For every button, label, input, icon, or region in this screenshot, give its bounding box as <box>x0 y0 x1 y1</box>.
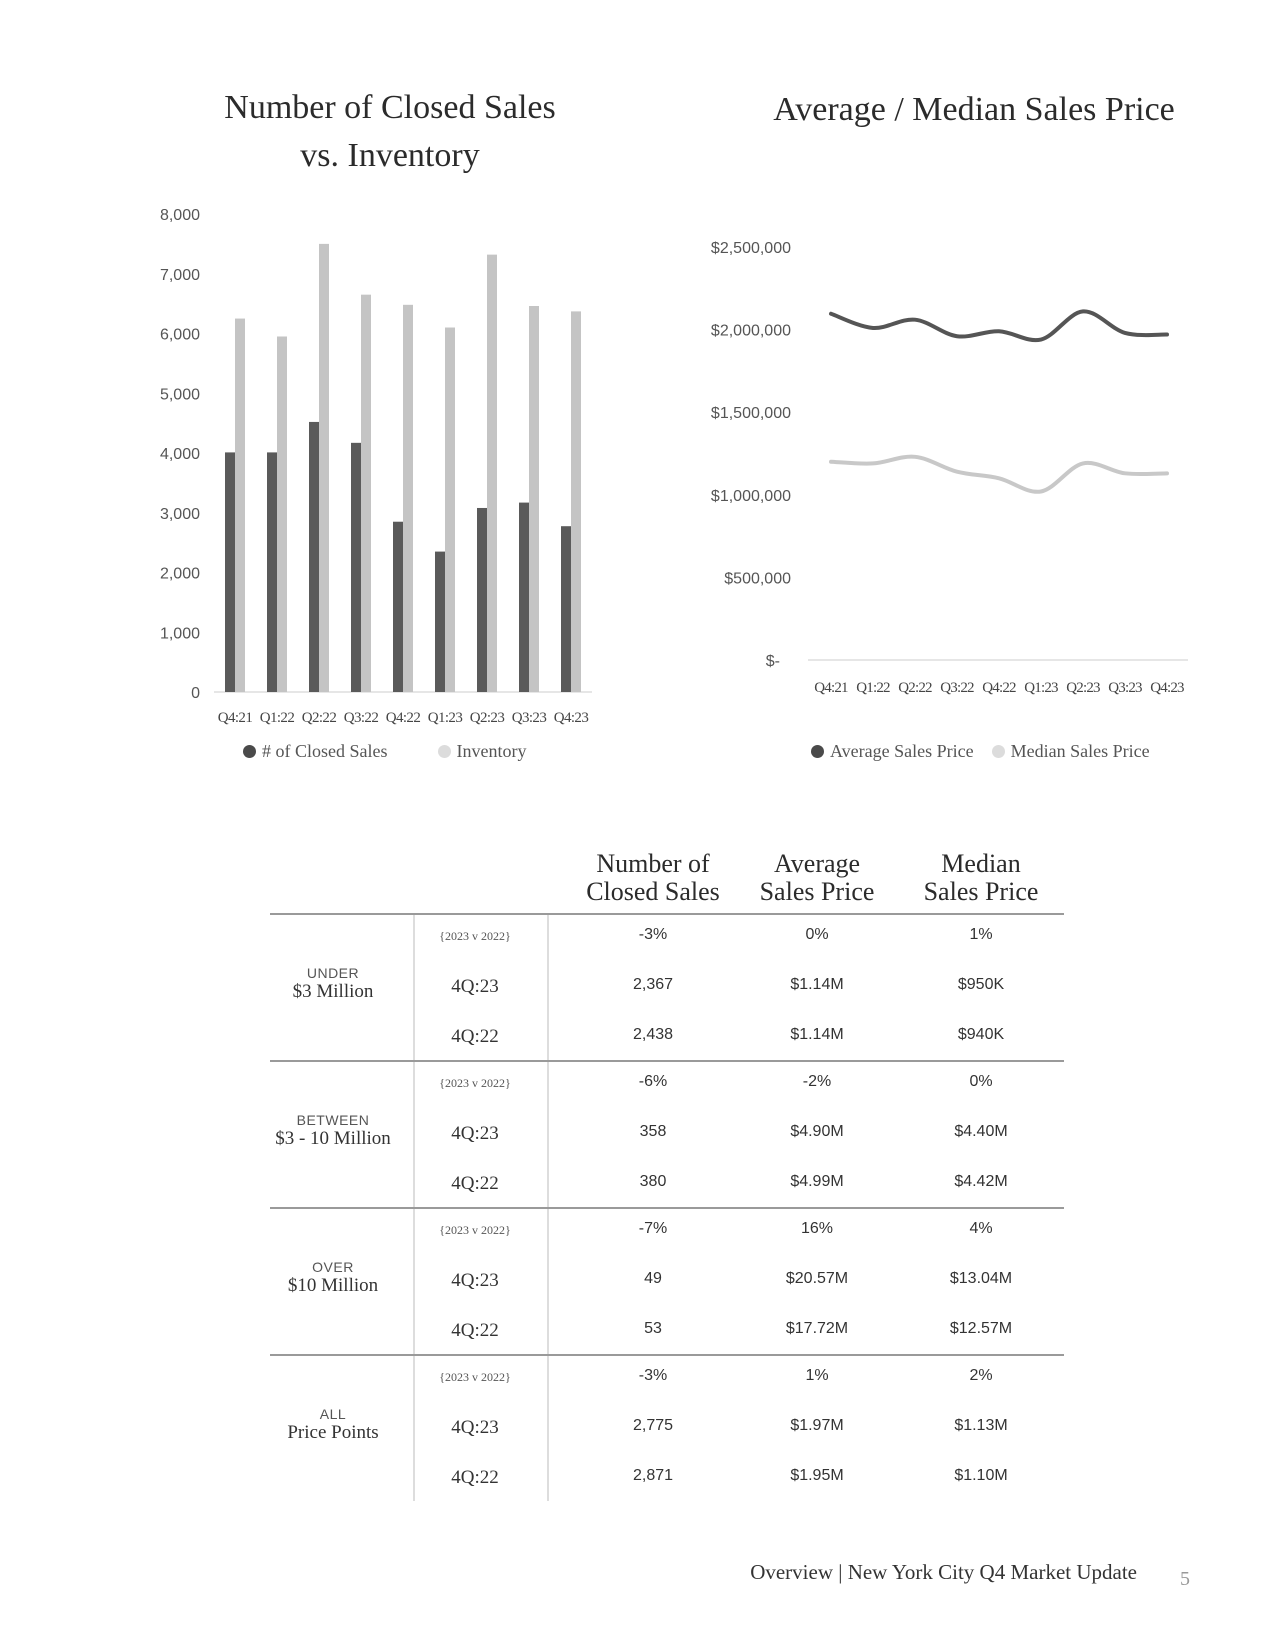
column-divider <box>547 915 549 1060</box>
period-label: {2023 v 2022} <box>439 1223 511 1237</box>
inventory-bar <box>571 311 581 692</box>
y-tick-label: 6,000 <box>159 326 200 344</box>
average-price-value: -2% <box>802 1073 832 1090</box>
x-tick-label: Q4:23 <box>553 710 589 726</box>
price-range-value: $3 Million <box>292 981 374 1002</box>
header-line: Sales Price <box>759 877 875 906</box>
x-tick-label: Q4:22 <box>385 710 421 726</box>
median-price-value: $1.13M <box>954 1417 1008 1434</box>
legend-average-label: Average Sales Price <box>830 741 974 761</box>
y-tick-label: $2,500,000 <box>710 240 791 257</box>
y-tick-label: $500,000 <box>724 570 791 588</box>
closed-sales-bar <box>267 452 277 692</box>
column-divider <box>413 915 415 1060</box>
legend-median-swatch <box>992 745 1005 758</box>
legend-median-label: Median Sales Price <box>1010 741 1150 761</box>
inventory-bar <box>235 319 245 692</box>
legend-inventory-swatch <box>438 745 451 758</box>
x-tick-label: Q2:22 <box>301 710 337 726</box>
page-number: 5 <box>1180 1568 1190 1590</box>
y-tick-label: $2,000,000 <box>710 322 791 340</box>
inventory-bar <box>529 306 539 692</box>
period-label: {2023 v 2022} <box>439 1076 511 1090</box>
bar-chart-title-line2: vs. Inventory <box>300 137 480 174</box>
price-range-value: $10 Million <box>287 1275 379 1296</box>
period-label: 4Q:22 <box>451 1467 499 1488</box>
closed-sales-bar <box>477 508 487 692</box>
y-tick-label: 5,000 <box>159 386 200 404</box>
x-tick-label: Q2:23 <box>1066 680 1100 696</box>
x-tick-label: Q1:23 <box>427 710 463 726</box>
y-tick-label: 4,000 <box>159 446 200 463</box>
median-price-value: 0% <box>969 1073 993 1090</box>
price-range-label <box>287 1406 378 1444</box>
inventory-bar <box>445 328 455 692</box>
y-tick-label: 3,000 <box>159 505 200 523</box>
legend-average-swatch <box>811 745 824 758</box>
median-price-value: $950K <box>957 976 1005 993</box>
x-tick-label: Q3:23 <box>1108 680 1142 696</box>
header-line: Sales Price <box>923 877 1039 906</box>
y-tick-label: $1,000,000 <box>710 487 791 505</box>
average-price-line <box>831 311 1167 340</box>
average-price-value: $20.57M <box>785 1270 849 1287</box>
footer-text: Overview | New York City Q4 Market Update <box>750 1560 1137 1584</box>
price-range-value: Price Points <box>287 1422 379 1443</box>
y-tick-label: 2,000 <box>159 565 200 583</box>
y-tick-label: 0 <box>191 685 200 702</box>
median-price-value: 2% <box>969 1367 993 1384</box>
column-divider <box>413 1209 415 1354</box>
y-tick-label: $- <box>765 653 780 670</box>
median-price-value: $1.10M <box>954 1467 1008 1484</box>
period-label: 4Q:22 <box>451 1320 499 1341</box>
bar-chart-title-line1: Number of Closed Sales <box>224 89 556 126</box>
closed-sales-value: -7% <box>638 1220 668 1237</box>
legend-closed-sales-swatch <box>243 745 256 758</box>
closed-sales-bar <box>393 522 403 692</box>
median-price-value: $4.42M <box>954 1173 1008 1190</box>
period-label: 4Q:23 <box>451 976 499 997</box>
price-range-qualifier: BETWEEN <box>296 1112 370 1128</box>
x-tick-label: Q4:21 <box>217 710 253 726</box>
closed-sales-value: 49 <box>644 1270 662 1287</box>
y-tick-label: 7,000 <box>159 266 200 284</box>
group-divider <box>270 1060 1064 1062</box>
header-line: Median <box>941 849 1021 878</box>
x-tick-label: Q2:22 <box>898 680 932 696</box>
closed-sales-bar <box>561 526 571 692</box>
closed-sales-bar <box>519 503 529 692</box>
average-price-value: $4.90M <box>790 1123 844 1140</box>
header-line: Number of <box>596 849 710 878</box>
average-price-value: $1.14M <box>790 976 844 993</box>
x-tick-label: Q3:22 <box>940 680 974 696</box>
median-price-value: $13.04M <box>949 1270 1013 1287</box>
column-divider <box>413 1356 415 1501</box>
header-median-price <box>896 850 1066 906</box>
closed-sales-bar <box>435 552 445 692</box>
y-tick-label: $1,500,000 <box>710 405 791 423</box>
average-price-value: $1.95M <box>790 1467 844 1484</box>
price-range-label <box>288 1259 378 1297</box>
closed-sales-value: -6% <box>638 1073 668 1090</box>
median-price-value: $940K <box>957 1026 1005 1043</box>
average-price-value: $1.97M <box>790 1417 844 1434</box>
average-price-value: $4.99M <box>790 1173 844 1190</box>
closed-sales-bar <box>309 422 319 692</box>
closed-sales-value: 2,871 <box>632 1467 674 1484</box>
line-chart-legend <box>811 741 1150 762</box>
price-range-qualifier: UNDER <box>306 965 360 981</box>
median-price-value: 4% <box>969 1220 993 1237</box>
column-divider <box>547 1356 549 1501</box>
column-divider <box>547 1209 549 1354</box>
header-closed-sales <box>568 850 738 906</box>
median-price-value: 1% <box>969 926 993 943</box>
group-divider <box>270 1207 1064 1209</box>
closed-sales-value: 53 <box>644 1320 662 1337</box>
header-line: Closed Sales <box>586 877 720 906</box>
x-tick-label: Q1:22 <box>259 710 295 726</box>
header-average-price <box>732 850 902 906</box>
sales-price-chart <box>640 190 1275 720</box>
price-range-qualifier: ALL <box>319 1406 347 1422</box>
bar-chart-title <box>190 84 590 180</box>
x-tick-label: Q3:23 <box>511 710 547 726</box>
average-price-value: $17.72M <box>785 1320 849 1337</box>
inventory-bar <box>403 305 413 692</box>
x-tick-label: Q3:22 <box>343 710 379 726</box>
line-chart-title: Average / Median Sales Price <box>773 91 1175 128</box>
price-range-value: $3 - 10 Million <box>275 1128 391 1149</box>
group-divider <box>270 1354 1064 1356</box>
period-label: 4Q:22 <box>451 1026 499 1047</box>
x-tick-label: Q4:23 <box>1150 680 1184 696</box>
average-price-value: 1% <box>805 1367 829 1384</box>
legend-closed-sales-label: # of Closed Sales <box>262 741 388 761</box>
average-price-value: 16% <box>800 1220 834 1237</box>
x-tick-label: Q1:23 <box>1024 680 1058 696</box>
period-label: 4Q:23 <box>451 1123 499 1144</box>
closed-sales-inventory-chart <box>0 190 640 750</box>
y-tick-label: 8,000 <box>159 207 200 224</box>
x-tick-label: Q4:22 <box>982 680 1016 696</box>
header-line: Average <box>773 849 861 878</box>
closed-sales-bar <box>351 443 361 692</box>
inventory-bar <box>361 295 371 692</box>
legend-inventory-label: Inventory <box>456 741 527 761</box>
period-label: 4Q:23 <box>451 1417 499 1438</box>
closed-sales-value: 2,367 <box>632 976 674 993</box>
closed-sales-value: 358 <box>639 1123 667 1140</box>
closed-sales-bar <box>225 452 235 692</box>
inventory-bar <box>277 336 287 692</box>
closed-sales-value: -3% <box>638 926 668 943</box>
average-price-value: $1.14M <box>790 1026 844 1043</box>
column-divider <box>547 1062 549 1207</box>
closed-sales-value: 2,775 <box>632 1417 674 1434</box>
bar-chart-legend <box>243 741 526 762</box>
x-tick-label: Q1:22 <box>856 680 890 696</box>
median-price-value: $12.57M <box>949 1320 1013 1337</box>
price-range-label <box>275 1112 391 1150</box>
x-tick-label: Q2:23 <box>469 710 505 726</box>
column-divider <box>413 1062 415 1207</box>
header-divider <box>270 913 1064 915</box>
inventory-bar <box>319 244 329 692</box>
period-label: 4Q:23 <box>451 1270 499 1291</box>
y-tick-label: 1,000 <box>159 625 200 643</box>
closed-sales-value: 380 <box>639 1173 667 1190</box>
price-range-label <box>293 965 374 1003</box>
closed-sales-value: -3% <box>638 1367 668 1384</box>
x-tick-label: Q4:21 <box>814 680 848 696</box>
average-price-value: 0% <box>805 926 829 943</box>
median-price-line <box>831 457 1167 492</box>
closed-sales-value: 2,438 <box>632 1026 674 1043</box>
median-price-value: $4.40M <box>954 1123 1008 1140</box>
period-label: 4Q:22 <box>451 1173 499 1194</box>
period-label: {2023 v 2022} <box>439 929 511 943</box>
price-range-qualifier: OVER <box>312 1259 354 1275</box>
period-label: {2023 v 2022} <box>439 1370 511 1384</box>
inventory-bar <box>487 255 497 692</box>
